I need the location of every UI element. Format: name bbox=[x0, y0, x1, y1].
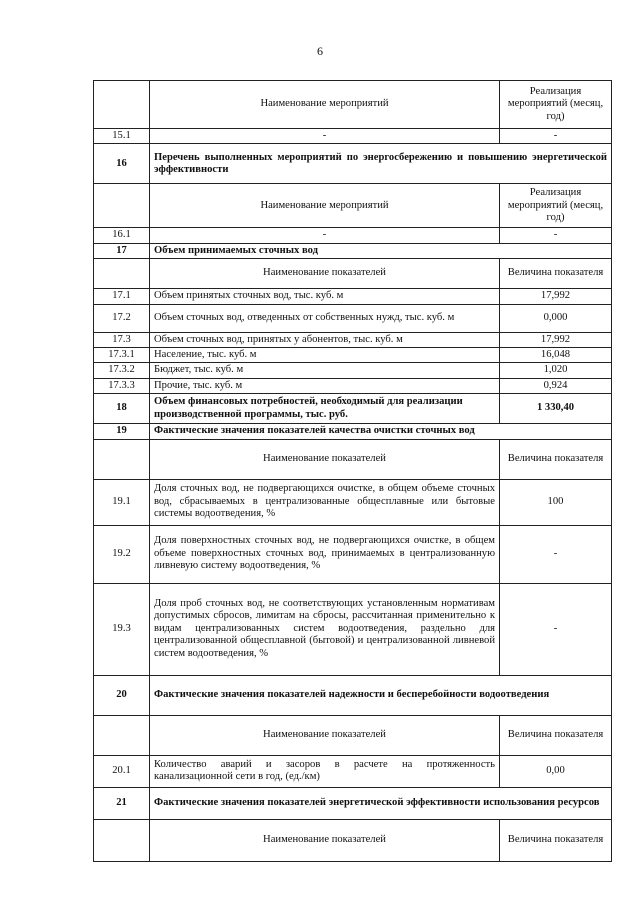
table-header-row bbox=[94, 439, 612, 479]
row-number: 17.3.1 bbox=[94, 347, 150, 362]
row-number: 17.1 bbox=[94, 289, 150, 304]
header-name-cell: Наименование показателей bbox=[150, 819, 500, 861]
table-header-row bbox=[94, 819, 612, 861]
row-value: - bbox=[500, 583, 612, 675]
row-value: 17,992 bbox=[500, 289, 612, 304]
row-name: Бюджет, тыс. куб. м bbox=[150, 363, 500, 378]
row-number: 17.3.3 bbox=[94, 378, 150, 393]
report-table bbox=[93, 80, 612, 862]
section-title: Фактические значения показателей энергетической эффективности использования ресурсов bbox=[150, 787, 612, 819]
section-number: 17 bbox=[94, 243, 150, 258]
section-number: 21 bbox=[94, 787, 150, 819]
row-value: 1,020 bbox=[500, 363, 612, 378]
row-value: - bbox=[500, 129, 612, 144]
table-row bbox=[94, 583, 612, 675]
row-name: Доля сточных вод, не подвергающихся очистке, в общем объеме сточных вод, сбрасываемых в централизованные общесплавные или бытовые системы водоотведения, % bbox=[150, 479, 500, 525]
table-row bbox=[94, 289, 612, 304]
row-number: 15.1 bbox=[94, 129, 150, 144]
row-number: 19.3 bbox=[94, 583, 150, 675]
header-num-cell bbox=[94, 259, 150, 289]
row-number: 20.1 bbox=[94, 755, 150, 787]
header-value-cell: Величина показателя bbox=[500, 439, 612, 479]
row-value: 16,048 bbox=[500, 347, 612, 362]
table-row bbox=[94, 479, 612, 525]
section-row bbox=[94, 243, 612, 258]
row-name: Объем сточных вод, отведенных от собственных нужд, тыс. куб. м bbox=[150, 304, 500, 332]
section-title: Фактические значения показателей надежности и бесперебойности водоотведения bbox=[150, 675, 612, 715]
row-number: 19.1 bbox=[94, 479, 150, 525]
section-title: Объем принимаемых сточных вод bbox=[150, 243, 612, 258]
header-name-cell: Наименование показателей bbox=[150, 259, 500, 289]
section-row bbox=[94, 394, 612, 424]
page-number: 6 bbox=[317, 44, 323, 58]
row-value: 0,924 bbox=[500, 378, 612, 393]
section-row bbox=[94, 424, 612, 439]
row-value: 0,000 bbox=[500, 304, 612, 332]
table-header-row bbox=[94, 715, 612, 755]
section-row bbox=[94, 675, 612, 715]
header-num-cell bbox=[94, 81, 150, 129]
row-name: Население, тыс. куб. м bbox=[150, 347, 500, 362]
table-row bbox=[94, 378, 612, 393]
header-value-cell: Величина показателя bbox=[500, 715, 612, 755]
table-row bbox=[94, 363, 612, 378]
table-row bbox=[94, 525, 612, 583]
table-row bbox=[94, 755, 612, 787]
row-value: 0,00 bbox=[500, 755, 612, 787]
table-row bbox=[94, 304, 612, 332]
header-name-cell: Наименование мероприятий bbox=[150, 184, 500, 228]
header-value-cell: Величина показателя bbox=[500, 819, 612, 861]
section-value: 1 330,40 bbox=[500, 394, 612, 424]
section-number: 19 bbox=[94, 424, 150, 439]
section-number: 16 bbox=[94, 144, 150, 184]
row-value: 17,992 bbox=[500, 332, 612, 347]
table-row bbox=[94, 228, 612, 243]
row-number: 17.3 bbox=[94, 332, 150, 347]
header-name-cell: Наименование мероприятий bbox=[150, 81, 500, 129]
table-header-row bbox=[94, 259, 612, 289]
row-number: 16.1 bbox=[94, 228, 150, 243]
row-number: 17.2 bbox=[94, 304, 150, 332]
table-header-row bbox=[94, 184, 612, 228]
header-num-cell bbox=[94, 819, 150, 861]
header-name-cell: Наименование показателей bbox=[150, 439, 500, 479]
section-row bbox=[94, 144, 612, 184]
section-title: Объем финансовых потребностей, необходимый для реализации производственной программы, тыс. руб. bbox=[150, 394, 500, 424]
section-number: 18 bbox=[94, 394, 150, 424]
row-value: 100 bbox=[500, 479, 612, 525]
header-num-cell bbox=[94, 715, 150, 755]
table-header-row bbox=[94, 81, 612, 129]
section-row bbox=[94, 787, 612, 819]
header-value-cell: Реализация мероприятий (месяц, год) bbox=[500, 81, 612, 129]
row-name: - bbox=[150, 228, 500, 243]
row-name: Количество аварий и засоров в расчете на протяженность канализационной сети в год, (ед./км) bbox=[150, 755, 500, 787]
table-row bbox=[94, 347, 612, 362]
row-number: 17.3.2 bbox=[94, 363, 150, 378]
section-number: 20 bbox=[94, 675, 150, 715]
header-name-cell: Наименование показателей bbox=[150, 715, 500, 755]
row-number: 19.2 bbox=[94, 525, 150, 583]
header-value-cell: Величина показателя bbox=[500, 259, 612, 289]
row-name: Объем сточных вод, принятых у абонентов, тыс. куб. м bbox=[150, 332, 500, 347]
header-value-cell: Реализация мероприятий (месяц, год) bbox=[500, 184, 612, 228]
row-value: - bbox=[500, 228, 612, 243]
row-name: - bbox=[150, 129, 500, 144]
section-title: Фактические значения показателей качества очистки сточных вод bbox=[150, 424, 612, 439]
header-num-cell bbox=[94, 439, 150, 479]
header-num-cell bbox=[94, 184, 150, 228]
section-title: Перечень выполненных мероприятий по энергосбережению и повышению энергетической эффективности bbox=[150, 144, 612, 184]
table-row bbox=[94, 129, 612, 144]
row-name: Прочие, тыс. куб. м bbox=[150, 378, 500, 393]
row-name: Доля поверхностных сточных вод, не подвергающихся очистке, в общем объеме поверхностных сточных вод, принимаемых в централизованную ливневую систему водоотведения, % bbox=[150, 525, 500, 583]
row-name: Объем принятых сточных вод, тыс. куб. м bbox=[150, 289, 500, 304]
table-row bbox=[94, 332, 612, 347]
row-name: Доля проб сточных вод, не соответствующих установленным нормативам допустимых сбросов, лимитам на сбросы, рассчитанная применительно к видам централизованных систем водоотведения, раздельно для централизованной общесплавной (бытовой) и централизованной ливневой систем водоотведения, % bbox=[150, 583, 500, 675]
row-value: - bbox=[500, 525, 612, 583]
